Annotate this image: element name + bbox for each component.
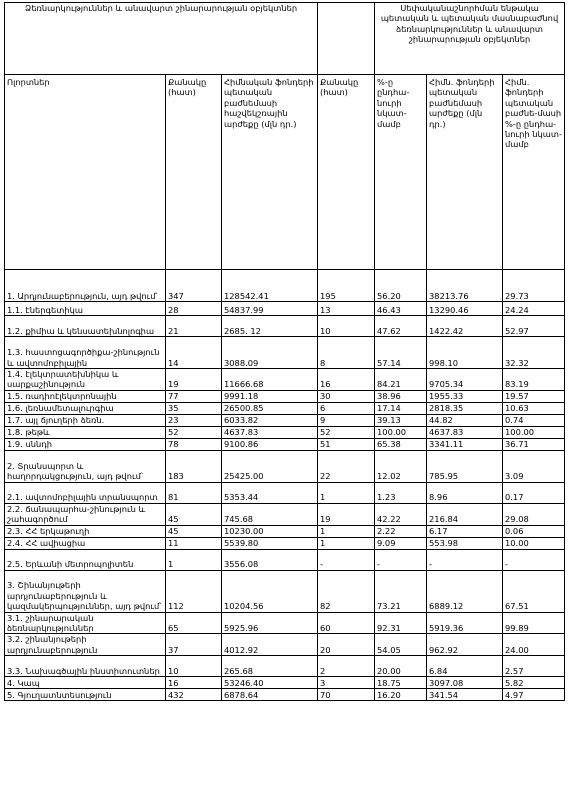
book-value: 26500.85	[222, 402, 318, 414]
table-row	[5, 537, 565, 549]
priv-value: 6889.12	[427, 570, 503, 612]
priv-value: 6.84	[427, 656, 503, 677]
priv-percent-value: 29.73	[503, 270, 565, 302]
percent-total-value: 17.14	[375, 402, 427, 414]
header-group-enterprises: Ձեռնարկություններ և անավարտ շինարարության օբյեկտներ	[5, 3, 318, 75]
priv-percent-value: 3.09	[503, 450, 565, 482]
percent-total-value: 100.00	[375, 426, 427, 438]
priv-value: 341.54	[427, 689, 503, 701]
book-value: 9100.86	[222, 438, 318, 450]
priv-value: 44.82	[427, 414, 503, 426]
count-value: 37	[166, 634, 222, 656]
count-value: 65	[166, 612, 222, 634]
priv-value: 3097.08	[427, 677, 503, 689]
priv-value: 216.84	[427, 503, 503, 525]
count-value: 23	[166, 414, 222, 426]
table-row	[5, 270, 565, 302]
priv-value: 785.95	[427, 450, 503, 482]
count-value: 11	[166, 537, 222, 549]
priv-count-value: 6	[318, 402, 375, 414]
priv-percent-value: 29.08	[503, 503, 565, 525]
percent-total-value: 54.05	[375, 634, 427, 656]
priv-value: 553.98	[427, 537, 503, 549]
priv-count-value: 1	[318, 525, 375, 537]
count-value: 432	[166, 689, 222, 701]
column-header-priv-count: Քանակը (հատ)	[318, 75, 375, 270]
priv-count-value: 2	[318, 656, 375, 677]
column-header-count: Քանակը (հատ)	[166, 75, 222, 270]
table-row	[5, 677, 565, 689]
priv-value: 6.17	[427, 525, 503, 537]
book-value: 11666.68	[222, 369, 318, 391]
book-value: 745.68	[222, 503, 318, 525]
priv-value: 9705.34	[427, 369, 503, 391]
priv-percent-value: 5.82	[503, 677, 565, 689]
percent-total-value: 16.20	[375, 689, 427, 701]
priv-count-value: 52	[318, 426, 375, 438]
percent-total-value: 84.21	[375, 369, 427, 391]
priv-value: 962.92	[427, 634, 503, 656]
table-row	[5, 482, 565, 503]
book-value: 54837.99	[222, 302, 318, 316]
priv-value: 8.96	[427, 482, 503, 503]
table-row	[5, 390, 565, 402]
header-group-privatization: Սեփականաշնորհման ենթակա պետական և պետական մասնաբաժնով ձեռնարկություններ և անավարտ շինարարության օբյեկտներ	[375, 3, 565, 75]
table-row	[5, 414, 565, 426]
table-row	[5, 438, 565, 450]
table-row	[5, 525, 565, 537]
percent-total-value: 47.62	[375, 316, 427, 337]
priv-percent-value: 24.00	[503, 634, 565, 656]
priv-count-value: 8	[318, 337, 375, 369]
priv-count-value: 30	[318, 390, 375, 402]
priv-count-value: 10	[318, 316, 375, 337]
book-value: 2685. 12	[222, 316, 318, 337]
percent-total-value: 65.38	[375, 438, 427, 450]
table-row	[5, 570, 565, 612]
priv-percent-value: 19.57	[503, 390, 565, 402]
count-value: 183	[166, 450, 222, 482]
count-value: 10	[166, 656, 222, 677]
table-body	[5, 270, 565, 701]
priv-percent-value: 10.63	[503, 402, 565, 414]
priv-value: 1955.33	[427, 390, 503, 402]
count-value: 35	[166, 402, 222, 414]
priv-percent-value: 0.06	[503, 525, 565, 537]
count-value: 45	[166, 525, 222, 537]
priv-count-value: 82	[318, 570, 375, 612]
row-label: 1.5. ռադիոէլեկտրոնային	[5, 390, 166, 402]
priv-value: 1422.42	[427, 316, 503, 337]
count-value: 19	[166, 369, 222, 391]
column-header-percent-total: %-ը ընդհա-նուրի նկատ-մամբ	[375, 75, 427, 270]
row-label: 1.2. քիմիա և կենսատեխնոլոգիա	[5, 316, 166, 337]
count-value: 112	[166, 570, 222, 612]
document-page	[4, 2, 564, 701]
count-value: 347	[166, 270, 222, 302]
book-value: 9991.18	[222, 390, 318, 402]
count-value: 28	[166, 302, 222, 316]
book-value: 5539.80	[222, 537, 318, 549]
priv-count-value: 51	[318, 438, 375, 450]
percent-total-value: 46.43	[375, 302, 427, 316]
percent-total-value: 56.20	[375, 270, 427, 302]
row-label: 1.7. այլ ճյուղերի ձեռն.	[5, 414, 166, 426]
header-empty-cell	[318, 3, 375, 75]
percent-total-value: 39.13	[375, 414, 427, 426]
table-row	[5, 450, 565, 482]
table-row	[5, 549, 565, 570]
priv-count-value: 70	[318, 689, 375, 701]
row-label: 3.2. շինանյութերի արդյունաբերություն	[5, 634, 166, 656]
table-row	[5, 503, 565, 525]
priv-percent-value: 32.32	[503, 337, 565, 369]
priv-value: 4637.83	[427, 426, 503, 438]
book-value: 128542.41	[222, 270, 318, 302]
priv-percent-value: 67.51	[503, 570, 565, 612]
percent-total-value: 57.14	[375, 337, 427, 369]
priv-value: 13290.46	[427, 302, 503, 316]
priv-count-value: 3	[318, 677, 375, 689]
book-value: 4012.92	[222, 634, 318, 656]
percent-total-value: 73.21	[375, 570, 427, 612]
priv-count-value: 20	[318, 634, 375, 656]
table-row	[5, 689, 565, 701]
table-row	[5, 369, 565, 391]
count-value: 14	[166, 337, 222, 369]
column-header-priv-value-percent: Հիմն. ֆոնդերի պետական բաժնե-մասի %-ը ընդհա-նուրի նկատ-մամբ	[503, 75, 565, 270]
percent-total-value: 42.22	[375, 503, 427, 525]
table-row	[5, 337, 565, 369]
column-header-book-value: Հիմնական ֆոնդերի պետական բաժնեմասի հաշվեկշռային արժեքը (մլն դր.)	[222, 75, 318, 270]
priv-percent-value: 2.57	[503, 656, 565, 677]
book-value: 5353.44	[222, 482, 318, 503]
table-row	[5, 634, 565, 656]
row-label: 5. Գյուղատնտեսություն	[5, 689, 166, 701]
percent-total-value: 12.02	[375, 450, 427, 482]
percent-total-value: 38.96	[375, 390, 427, 402]
priv-percent-value: 100.00	[503, 426, 565, 438]
priv-percent-value: 52.97	[503, 316, 565, 337]
row-label: 3.1. շինարարական ձեռնարկություններ	[5, 612, 166, 634]
priv-percent-value: 0.74	[503, 414, 565, 426]
row-label: 1.3. հաստոցագործիքա-շինություն և ավտոմոբիլային	[5, 337, 166, 369]
row-label: 1.4. էլեկտրատեխնիկա և սարքաշինություն	[5, 369, 166, 391]
priv-count-value: 1	[318, 482, 375, 503]
priv-count-value: 9	[318, 414, 375, 426]
priv-value: 3341.11	[427, 438, 503, 450]
percent-total-value: 92.31	[375, 612, 427, 634]
priv-percent-value: 0.17	[503, 482, 565, 503]
percent-total-value: 18.75	[375, 677, 427, 689]
table-row	[5, 612, 565, 634]
count-value: 21	[166, 316, 222, 337]
book-value: 3088.09	[222, 337, 318, 369]
book-value: 10230.00	[222, 525, 318, 537]
count-value: 52	[166, 426, 222, 438]
priv-value: 5919.36	[427, 612, 503, 634]
row-label: 1.1. էներգետիկա	[5, 302, 166, 316]
book-value: 265.68	[222, 656, 318, 677]
book-value: 10204.56	[222, 570, 318, 612]
priv-count-value: -	[318, 549, 375, 570]
priv-value: 38213.76	[427, 270, 503, 302]
row-label: 2.3. ՀՀ երկաթուղի	[5, 525, 166, 537]
book-value: 4637.83	[222, 426, 318, 438]
priv-percent-value: 4.97	[503, 689, 565, 701]
column-header-sectors: Ոլորտներ	[5, 75, 166, 270]
table-row	[5, 402, 565, 414]
priv-count-value: 16	[318, 369, 375, 391]
percent-total-value: 1.23	[375, 482, 427, 503]
row-label: 3.3. Նախագծային ինստիտուտներ	[5, 656, 166, 677]
privatization-table	[4, 2, 565, 701]
row-label: 2.2. ճանապարհա-շինություն և շահագործում	[5, 503, 166, 525]
count-value: 81	[166, 482, 222, 503]
book-value: 53246.40	[222, 677, 318, 689]
percent-total-value: 2.22	[375, 525, 427, 537]
row-label: 4. Կապ	[5, 677, 166, 689]
book-value: 25425.00	[222, 450, 318, 482]
row-label: 1.8. թեթև	[5, 426, 166, 438]
table-row	[5, 316, 565, 337]
row-label: 2. Տրանսպորտ և հաղորդակցություն, այդ թվում՝	[5, 450, 166, 482]
column-header-priv-value: Հիմն. ֆոնդերի պետական բաժնեմասի արժեքը (մլն դր.)	[427, 75, 503, 270]
table-row	[5, 426, 565, 438]
table-row	[5, 656, 565, 677]
count-value: 78	[166, 438, 222, 450]
priv-count-value: 1	[318, 537, 375, 549]
priv-value: -	[427, 549, 503, 570]
priv-count-value: 19	[318, 503, 375, 525]
priv-count-value: 13	[318, 302, 375, 316]
book-value: 6033.82	[222, 414, 318, 426]
priv-value: 998.10	[427, 337, 503, 369]
row-label: 2.4. ՀՀ ավիացիա	[5, 537, 166, 549]
priv-percent-value: 36.71	[503, 438, 565, 450]
percent-total-value: 20.00	[375, 656, 427, 677]
count-value: 77	[166, 390, 222, 402]
percent-total-value: 9.09	[375, 537, 427, 549]
header-row-groups	[5, 3, 565, 75]
priv-count-value: 60	[318, 612, 375, 634]
book-value: 6878.64	[222, 689, 318, 701]
count-value: 16	[166, 677, 222, 689]
priv-percent-value: 10.00	[503, 537, 565, 549]
priv-percent-value: 24.24	[503, 302, 565, 316]
priv-count-value: 195	[318, 270, 375, 302]
priv-percent-value: 99.89	[503, 612, 565, 634]
count-value: 45	[166, 503, 222, 525]
table-row	[5, 302, 565, 316]
priv-percent-value: 83.19	[503, 369, 565, 391]
row-label: 2.1. ավտոմոբիլային տրանսպորտ	[5, 482, 166, 503]
row-label: 2.5. Երևանի մետրոպոլիտեն	[5, 549, 166, 570]
priv-count-value: 22	[318, 450, 375, 482]
row-label: 3. Շինանյութերի արդյունաբերություն և կազմակերպություններ, այդ թվում՝	[5, 570, 166, 612]
header-row-columns	[5, 75, 565, 270]
count-value: 1	[166, 549, 222, 570]
row-label: 1.6. լեռնամետալուրգիա	[5, 402, 166, 414]
percent-total-value: -	[375, 549, 427, 570]
book-value: 3556.08	[222, 549, 318, 570]
book-value: 5925.96	[222, 612, 318, 634]
priv-percent-value: -	[503, 549, 565, 570]
row-label: 1.9. սննդի	[5, 438, 166, 450]
priv-value: 2818.35	[427, 402, 503, 414]
row-label: 1. Արդյունաբերություն, այդ թվում՝	[5, 270, 166, 302]
